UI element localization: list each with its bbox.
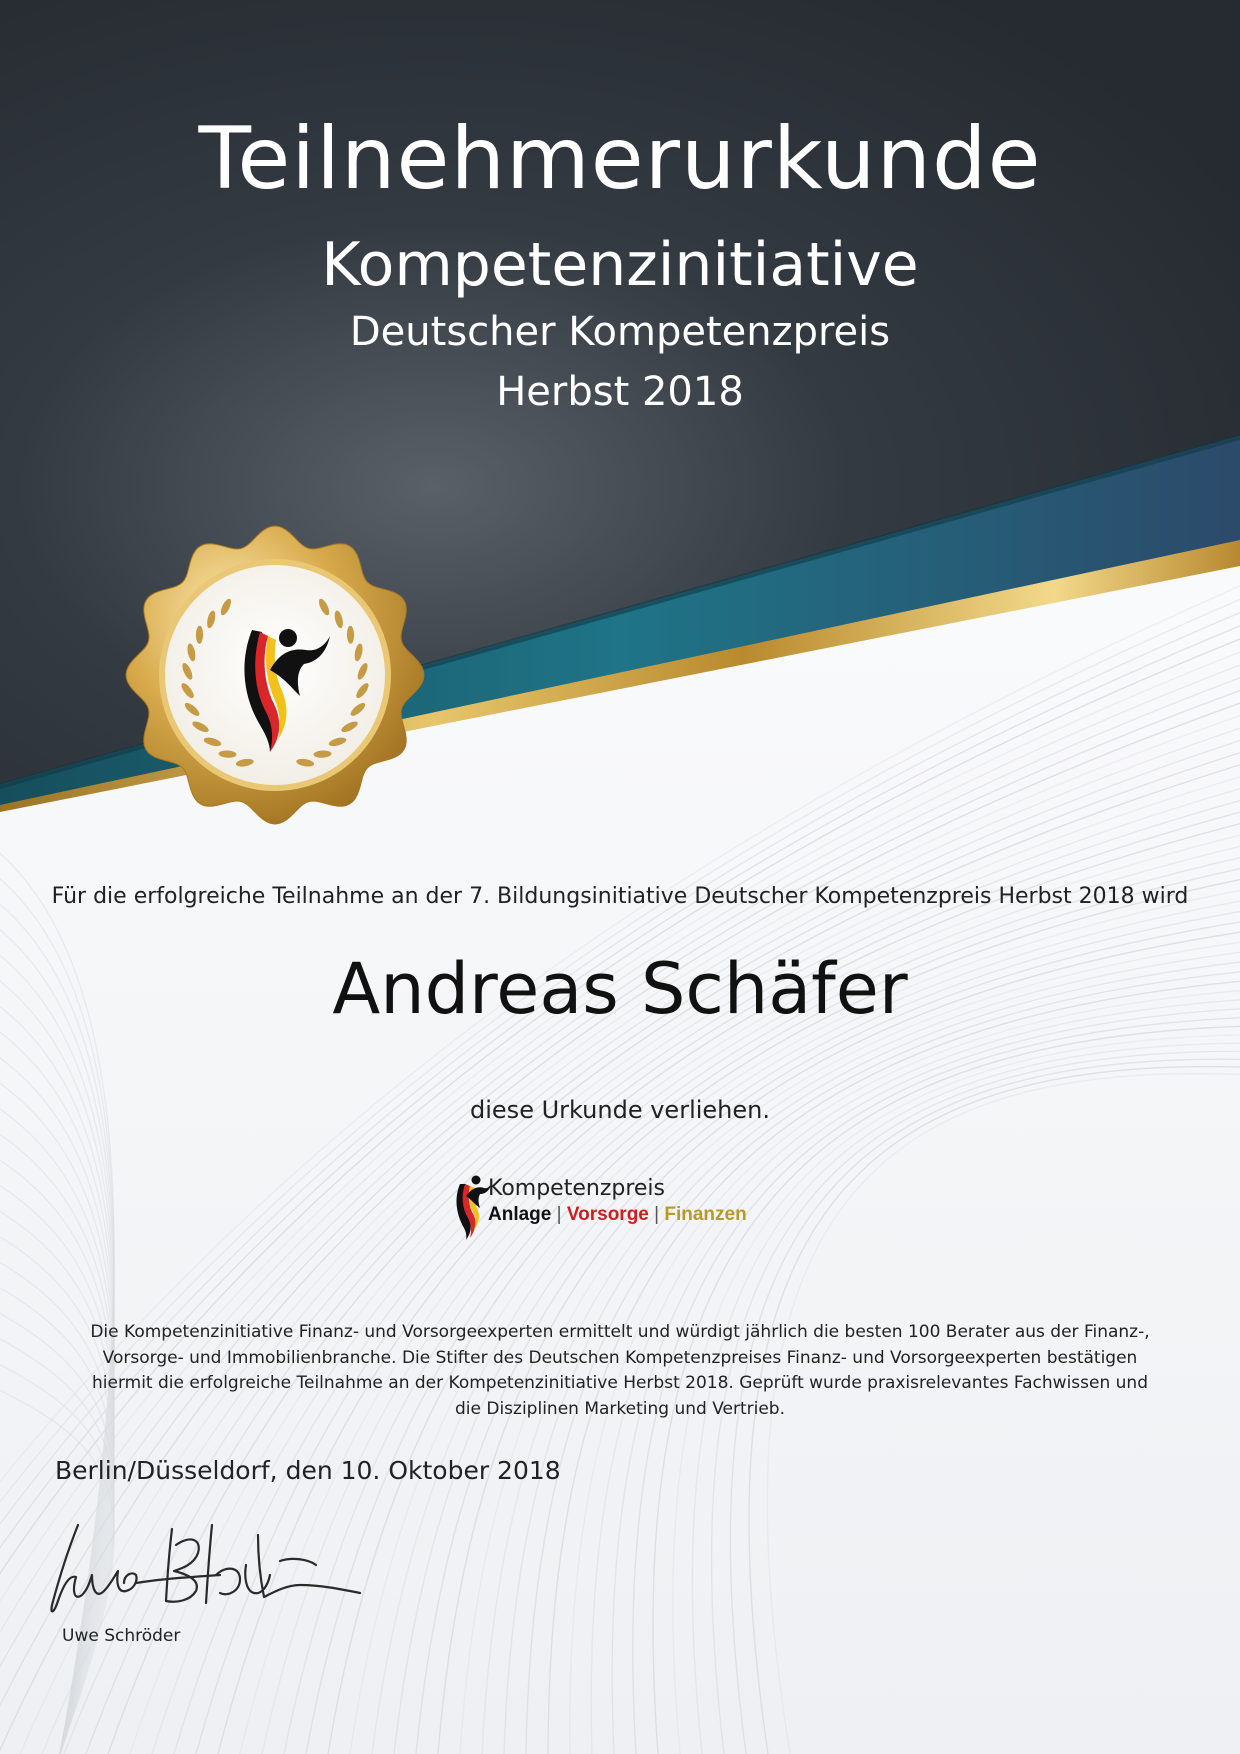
intro-text: Für die erfolgreiche Teilnahme an der 7. Bildungsinitiative Deutscher Kompetenzpreis Herbst 2018 wird	[51, 884, 1189, 909]
recipient-name: Andreas Schäfer	[332, 948, 908, 1030]
logo-word-finanzen: Finanzen	[664, 1204, 747, 1225]
logo-name: Kompetenzpreis	[488, 1176, 666, 1201]
initiative-title: Kompetenzinitiative	[321, 230, 919, 300]
logo-separator: |	[654, 1204, 660, 1225]
certificate-title: Teilnehmerurkunde	[198, 109, 1042, 209]
kompetenzpreis-logo	[450, 1170, 790, 1240]
signature	[40, 1505, 380, 1635]
logo-figure-icon	[450, 1170, 492, 1240]
logo-tagline	[488, 1204, 747, 1226]
signer-name: Uwe Schröder	[62, 1626, 181, 1646]
logo-word-anlage: Anlage	[488, 1204, 552, 1225]
closing-text: diese Urkunde verliehen.	[470, 1096, 770, 1124]
award-season: Herbst 2018	[496, 369, 744, 415]
gold-seal-icon	[120, 520, 430, 830]
logo-separator: |	[556, 1204, 562, 1225]
place-and-date: Berlin/Düsseldorf, den 10. Oktober 2018	[55, 1456, 561, 1485]
award-name: Deutscher Kompetenzpreis	[349, 309, 891, 355]
logo-word-vorsorge: Vorsorge	[566, 1204, 649, 1225]
description-text: Die Kompetenzinitiative Finanz- und Vorsorgeexperten ermittelt und würdigt jährlich die besten 100 Berater aus der Finanz-, Vorsorge- und Immobilienbranche. Die Stifter des Deutschen Kompetenzpreises Finanz- und Vorsorgeexperten bestätigen hiermit die erfolgreiche Teilnahme an der Kompetenzinitiative Herbst 2018. Geprüft wurde praxisrelevantes Fachwissen und die Disziplinen Marketing und Vertrieb.	[90, 1322, 1150, 1419]
